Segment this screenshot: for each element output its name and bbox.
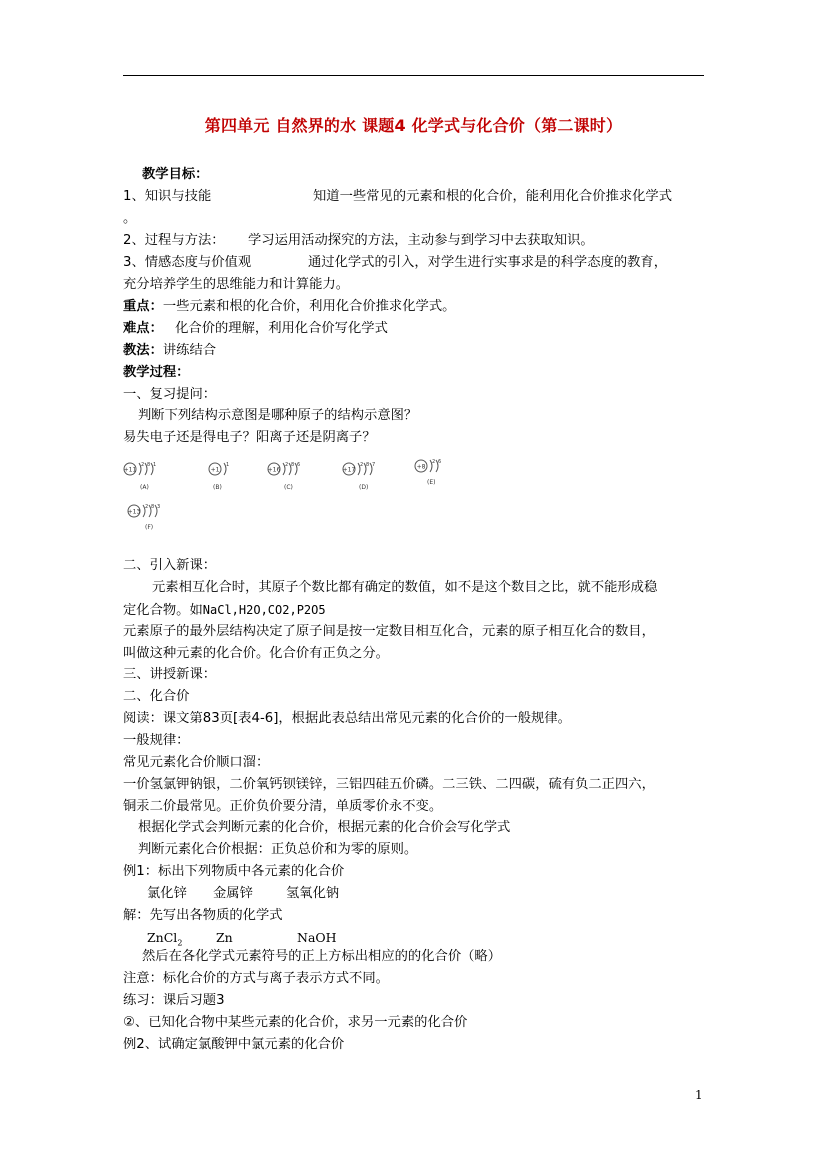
method-label: 教法：	[123, 343, 163, 358]
svg-text:(F): (F)	[145, 524, 154, 531]
svg-text:(E): (E)	[427, 479, 436, 486]
diff-label: 难点：	[123, 321, 163, 336]
review-question-1: 判断下列结构示意图是哪种原子的结构示意图？	[138, 408, 418, 423]
intro-para-1a: 元素相互化合时，其原子个数比都有确定的数值，如不是这个数目之比，就不能形成稳	[152, 580, 658, 595]
item-2-line: ②、已知化合物中某些元素的化合价，求另一元素的化合价	[123, 1015, 468, 1030]
svg-text:(A): (A)	[140, 484, 149, 491]
page-number: 1	[695, 1088, 703, 1102]
svg-text:7: 7	[372, 462, 376, 468]
svg-text:(B): (B)	[213, 484, 222, 491]
svg-text:(D): (D)	[359, 484, 369, 491]
atom-diagram-b	[207, 460, 237, 492]
teaching-method	[123, 341, 216, 361]
read-line: 阅读：课文第83页[表4-6]，根据此表总结出常见元素的化合价的一般规律。	[123, 711, 571, 726]
page-title: 第四单元 自然界的水 课题4 化学式与化合价（第二课时）	[204, 116, 623, 135]
svg-text:1: 1	[226, 462, 230, 468]
svg-text:+17: +17	[342, 466, 356, 474]
note-line: 注意：标化合价的方式与离子表示方式不同。	[123, 971, 389, 986]
svg-text:8: 8	[366, 462, 370, 468]
solution-heading: 解：先写出各物质的化学式	[123, 908, 283, 923]
intro-heading: 二、引入新课：	[123, 558, 217, 573]
goals-heading: 教学目标：	[142, 167, 209, 182]
difficult-points	[123, 319, 388, 339]
goal-3-text: 通过化学式的引入，对学生进行实事求是的科学态度的教育，	[308, 255, 668, 270]
key-label: 重点：	[123, 299, 163, 314]
goal-3-label: 3、情感态度与价值观	[123, 255, 252, 270]
atom-diagram-d	[341, 460, 389, 492]
atom-diagram-e	[413, 457, 453, 489]
svg-text:8: 8	[291, 462, 295, 468]
goal-2-label: 2、过程与方法：	[123, 233, 225, 248]
teach-heading: 三、讲授新课：	[123, 667, 217, 682]
rule-line-1: 根据化学式会判断元素的化合价，根据元素的化合价会写化学式	[138, 820, 511, 835]
atom-diagram-c	[266, 460, 314, 492]
rhyme-line-1: 一价氢氯钾钠银，二价氧钙钡镁锌，三铝四硅五价磷。二三铁、二四碳，硫有负二正四六，	[123, 777, 655, 792]
practice-line: 练习：课后习题3	[123, 993, 225, 1008]
svg-text:+1: +1	[210, 466, 220, 474]
goal-1-label: 1、知识与技能	[123, 189, 212, 204]
rule-heading: 一般规律：	[123, 733, 190, 748]
example-1-heading: 例1：标出下列物质中各元素的化合价	[123, 864, 345, 879]
example-1-item: 氢氧化钠	[286, 886, 340, 901]
intro-para-2b: 叫做这种元素的化合价。化合价有正负之分。	[123, 646, 389, 661]
atom-diagram-a	[122, 460, 170, 492]
svg-text:6: 6	[438, 459, 442, 465]
header-rule	[123, 75, 704, 76]
formula-zncl2: ZnCl$_2$	[147, 930, 183, 948]
process-heading: 教学过程：	[123, 365, 190, 380]
svg-text:+8: +8	[416, 463, 426, 471]
atom-diagram-f	[126, 502, 174, 532]
svg-text:(C): (C)	[284, 484, 293, 491]
svg-text:2: 2	[145, 504, 149, 510]
svg-text:6: 6	[297, 462, 301, 468]
rule-line-2: 判断元素化合价根据：正负总价和为零的原则。	[138, 842, 418, 857]
rhyme-heading: 常见元素化合价顺口溜：	[123, 755, 270, 770]
svg-text:8: 8	[147, 462, 151, 468]
solution-text: 然后在各化学式元素符号的正上方标出相应的的化合价（略）	[142, 949, 502, 964]
goal-1-text: 知道一些常见的元素和根的化合价，能利用化合价推求化学式	[313, 189, 673, 204]
svg-text:+13: +13	[127, 508, 141, 516]
intro-para-1b	[123, 600, 326, 621]
goal-2	[123, 231, 594, 251]
goal-1-cont: 。	[123, 211, 137, 226]
intro-para-2a: 元素原子的最外层结构决定了原子间是按一定数目相互化合，元素的原子相互化合的数目，	[123, 624, 655, 639]
method-text: 讲练结合	[162, 343, 217, 358]
svg-text:2: 2	[432, 459, 436, 465]
svg-text:8: 8	[151, 504, 155, 510]
goal-2-text: 学习运用活动探究的方法，主动参与到学习中去获取知识。	[248, 233, 594, 248]
svg-text:2: 2	[285, 462, 289, 468]
rhyme-line-2: 铜汞二价最常见。正价负价要分清，单质零价永不变。	[123, 799, 443, 814]
formula-zn: Zn	[216, 930, 233, 945]
svg-text:+16: +16	[267, 466, 281, 474]
diff-text: 化合价的理解，利用化合价写化学式	[175, 321, 388, 336]
review-heading: 一、复习提问：	[123, 387, 217, 402]
svg-text:3: 3	[157, 504, 161, 510]
goal-3-cont: 充分培养学生的思维能力和计算能力。	[123, 277, 350, 292]
svg-text:+11: +11	[123, 466, 137, 474]
svg-text:2: 2	[141, 462, 145, 468]
svg-text:2: 2	[360, 462, 364, 468]
example-2-line: 例2、试确定氯酸钾中氯元素的化合价	[123, 1037, 345, 1052]
example-1-item: 氯化锌	[147, 886, 187, 901]
key-text: 一些元素和根的化合价，利用化合价推求化学式。	[162, 299, 456, 314]
formula-naoh: NaOH	[297, 930, 337, 945]
key-points	[123, 297, 455, 317]
goal-1	[123, 187, 673, 207]
example-1-item: 金属锌	[213, 886, 253, 901]
intro-formulas: NaCl,H2O,CO2,P2O5	[202, 603, 326, 617]
section-2-heading: 二、化合价	[123, 689, 190, 704]
svg-text:1: 1	[153, 462, 157, 468]
review-question-2: 易失电子还是得电子？阳离子还是阴离子？	[123, 430, 376, 445]
goal-3	[123, 253, 668, 273]
intro-para-1b-text: 定化合物。如	[123, 603, 203, 618]
